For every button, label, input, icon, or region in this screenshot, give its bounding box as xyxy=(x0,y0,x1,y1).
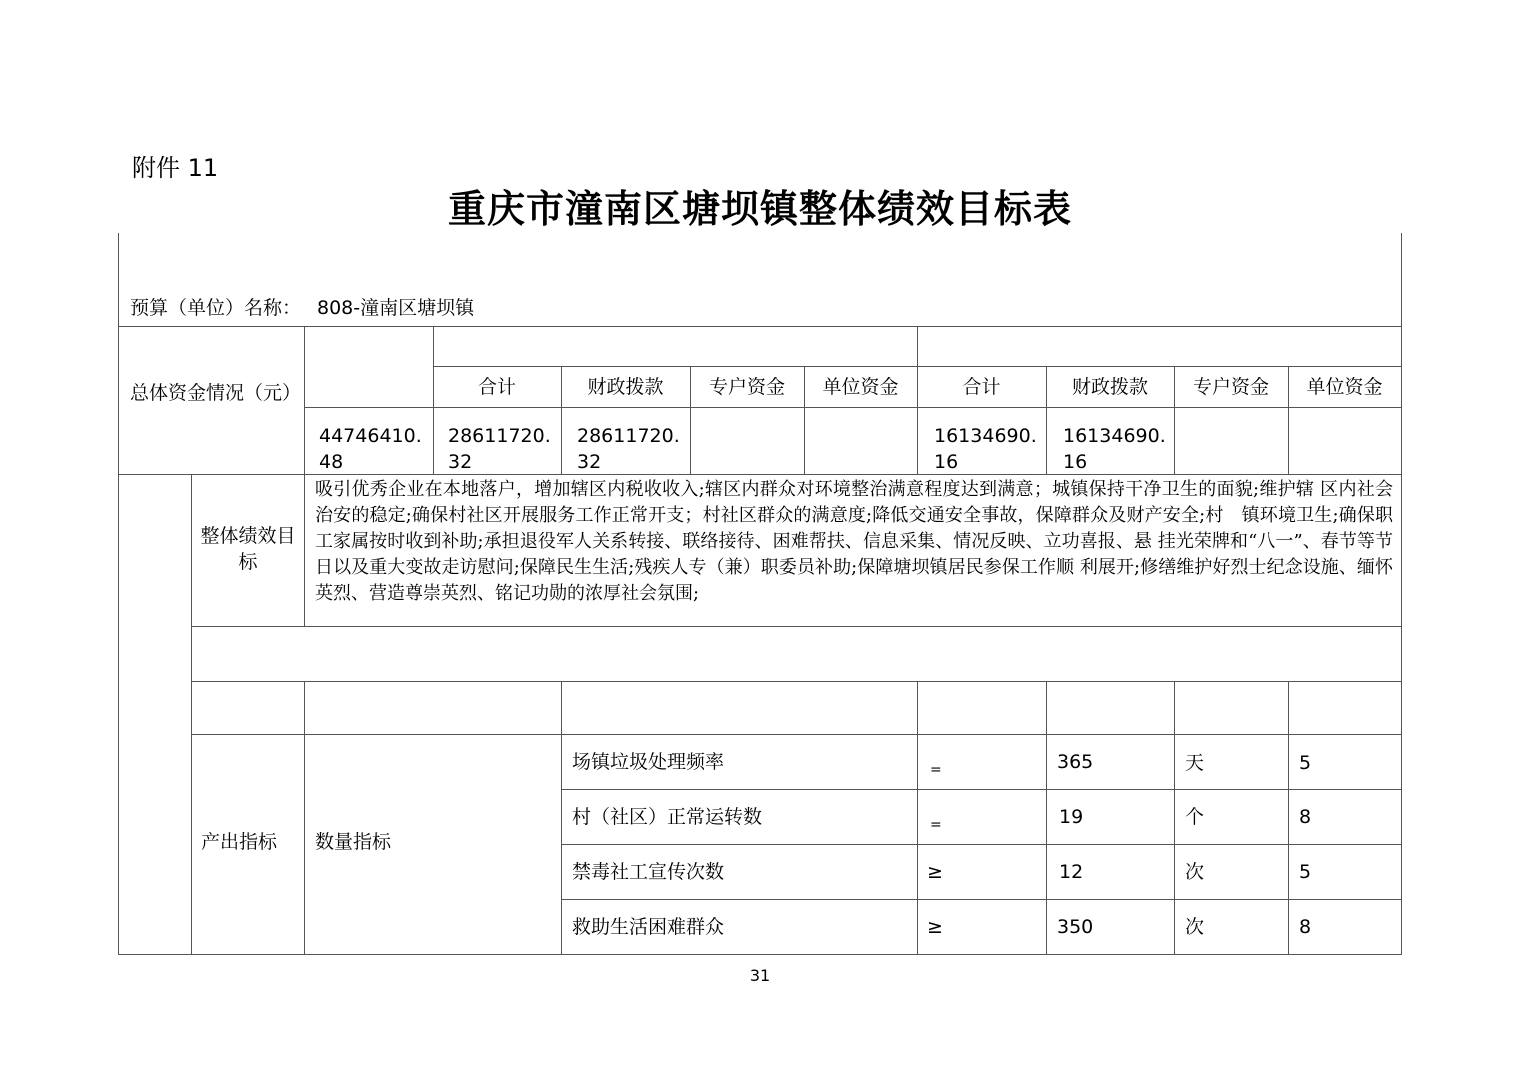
funds-col-header: 专户资金 xyxy=(708,376,785,398)
indicator-weight: 5 xyxy=(1299,861,1312,883)
indicator-unit: 次 xyxy=(1185,916,1205,938)
funds-col-header: 专户资金 xyxy=(1192,376,1269,398)
goal-label: 整体绩效目标 xyxy=(200,525,296,573)
goal-bottom-line xyxy=(191,626,1402,627)
indicator-weight: 5 xyxy=(1299,752,1312,774)
indicator-header-line xyxy=(191,734,1402,735)
ind-col-line-1 xyxy=(304,681,305,955)
funds-value: 28611720.32 xyxy=(577,425,680,473)
funds-value: 16134690.16 xyxy=(1063,425,1166,473)
indicator-operator: = xyxy=(930,817,942,833)
page-number: 31 xyxy=(749,966,771,985)
indicator-name: 禁毒社工宣传次数 xyxy=(572,861,725,883)
ind-row-line xyxy=(561,789,1402,790)
indicator-value: 350 xyxy=(1057,916,1094,938)
goal-label-line xyxy=(304,474,305,626)
blank-row-line xyxy=(191,681,1402,682)
indicator-name: 场镇垃圾处理频率 xyxy=(572,751,725,773)
indicator-value: 365 xyxy=(1057,751,1094,773)
funds-col-header: 单位资金 xyxy=(822,376,899,398)
page-title: 重庆市潼南区塘坝镇整体绩效目标表 xyxy=(447,186,1072,231)
indicator-weight: 8 xyxy=(1299,806,1312,828)
funds-col-header: 单位资金 xyxy=(1306,376,1383,398)
indicator-operator: ≥ xyxy=(927,861,943,883)
goal-text: 吸引优秀企业在本地落户，增加辖区内税收收入;辖区内群众对环境整治满意程度达到满意；城镇保持干净卫生的面貌;维护辖 区内社会治安的稳定;确保村社区开展服务工作正常开支；村社区群众的满意度;降低交通安全事故，保障群众及财产安全;村 镇环境卫生;确保职工家属按时收到补助;承担退役军人关系转接、联络接待、困难帮扶、信息采集、情况反映、立功喜报、悬 挂光荣牌和“八一”、春节等节日以及重大变故走访慰问;保障民生生活;残疾人专（兼）职委员补助;保障塘坝镇居民参保工作顺 利展开;修缮维护好烈士纪念设施、缅怀英烈、营造尊崇英烈、铭记功勋的浓厚社会氛围; xyxy=(315,479,1393,604)
ind-col-line-2 xyxy=(561,681,562,955)
left-band-line xyxy=(191,474,192,955)
indicator-unit: 次 xyxy=(1185,861,1205,883)
indicator-name: 救助生活困难群众 xyxy=(572,916,725,938)
indicator-operator: ≥ xyxy=(927,916,943,938)
ind-col-line-5 xyxy=(1174,681,1175,955)
funds-col-header: 财政拨款 xyxy=(587,376,664,398)
indicator-value: 19 xyxy=(1059,806,1084,828)
table-border-left xyxy=(118,233,119,955)
indicator-level1: 产出指标 xyxy=(201,831,278,853)
indicator-unit: 个 xyxy=(1185,806,1205,828)
funds-col-header: 合计 xyxy=(962,376,1001,398)
performance-table xyxy=(118,233,1402,955)
funds-value: 16134690.16 xyxy=(934,425,1037,473)
ind-row-line xyxy=(561,844,1402,845)
indicator-weight: 8 xyxy=(1299,916,1312,938)
funds-col-line-6 xyxy=(917,326,918,474)
indicator-level2: 数量指标 xyxy=(315,831,392,853)
attachment-label: 附件 11 xyxy=(132,154,219,182)
funds-col-line-1 xyxy=(304,326,305,474)
funds-bottom-line xyxy=(118,474,1402,475)
indicator-operator: = xyxy=(930,762,942,778)
budget-name: 808-潼南区塘坝镇 xyxy=(317,297,475,319)
ind-row-line xyxy=(561,899,1402,900)
indicator-name: 村（社区）正常运转数 xyxy=(572,806,763,828)
funds-value: 28611720.32 xyxy=(448,425,551,473)
ind-col-line-4 xyxy=(1046,681,1047,955)
budget-label: 预算（单位）名称： xyxy=(130,297,302,319)
funds-row-label: 总体资金情况（元） xyxy=(130,382,302,404)
indicator-unit: 天 xyxy=(1185,752,1205,774)
funds-col-header: 财政拨款 xyxy=(1071,376,1148,398)
funds-header-line xyxy=(304,407,1402,408)
indicator-value: 12 xyxy=(1059,861,1084,883)
table-border-right xyxy=(1401,233,1402,955)
ind-col-line-3 xyxy=(917,681,918,955)
funds-col-line-2 xyxy=(433,326,434,474)
funds-col-header: 合计 xyxy=(477,376,516,398)
funds-top-line xyxy=(118,326,1402,327)
table-border-bottom xyxy=(118,954,1402,955)
ind-col-line-6 xyxy=(1288,681,1289,955)
funds-total-value: 44746410.48 xyxy=(319,425,422,473)
